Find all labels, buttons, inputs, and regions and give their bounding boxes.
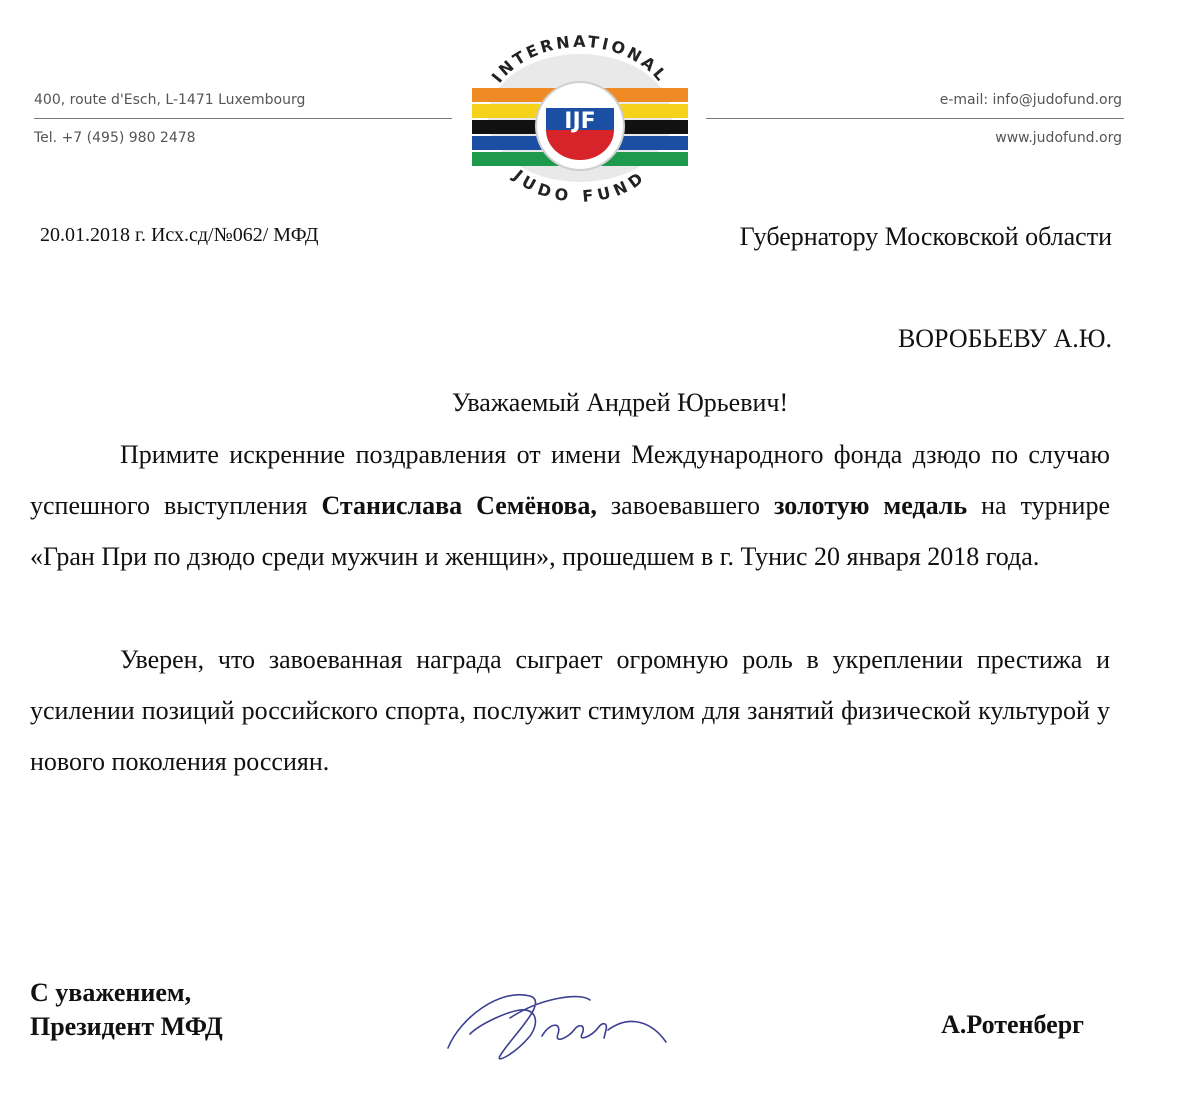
logo-text-bottom: JUDO FUND <box>509 165 651 206</box>
logo-text-top: INTERNATIONAL <box>487 31 673 87</box>
header-address: 400, route d'Esch, L-1471 Luxembourg <box>34 92 306 108</box>
header-email: e-mail: info@judofund.org <box>939 92 1122 108</box>
header-rule-left <box>34 118 452 119</box>
salutation: Уважаемый Андрей Юрьевич! <box>451 388 789 417</box>
logo-mark: IJF <box>564 109 596 134</box>
header-website: www.judofund.org <box>995 130 1122 146</box>
signer-name: А.Ротенберг <box>941 1010 1084 1039</box>
addressee-title: Губернатору Московской области <box>739 222 1112 251</box>
header-contact-right <box>706 92 1124 162</box>
p1-text-c: завоевавшего <box>596 491 775 520</box>
closing-regards: С уважением, <box>30 978 192 1007</box>
signature-icon <box>440 978 680 1064</box>
gold-medal: золотую медаль <box>774 491 968 520</box>
header-phone: Tel. +7 (495) 980 2478 <box>34 130 196 146</box>
p1-text-a: Примите искренние поздравления от имени Международного фонда дзюдо по случаю успешного выступления <box>30 440 1110 520</box>
closing-block <box>30 976 223 1044</box>
header-rule-right <box>706 118 1124 119</box>
ijf-logo-icon <box>462 26 698 206</box>
paragraph-significance: Уверен, что завоеванная награда сыграет огромную роль в укреплении престижа и усилении позиций российского спорта, послужит стимулом для занятий физической культурой у нового поколения россиян. <box>30 645 1110 776</box>
addressee-name: ВОРОБЬЕВУ А.Ю. <box>897 324 1112 353</box>
header-contact-left <box>34 92 454 162</box>
p1-text-e: на турнире «Гран При по дзюдо среди мужчин и женщин», прошедшем в г. Тунис 20 января 2018 года. <box>30 491 1110 571</box>
athlete-name: Станислава Семёнова, <box>321 491 597 520</box>
closing-position: Президент МФД <box>30 1012 223 1041</box>
reference-number: 20.01.2018 г. Исх.сд/№062/ МФД <box>40 224 319 246</box>
paragraph-congratulations <box>30 429 1110 582</box>
